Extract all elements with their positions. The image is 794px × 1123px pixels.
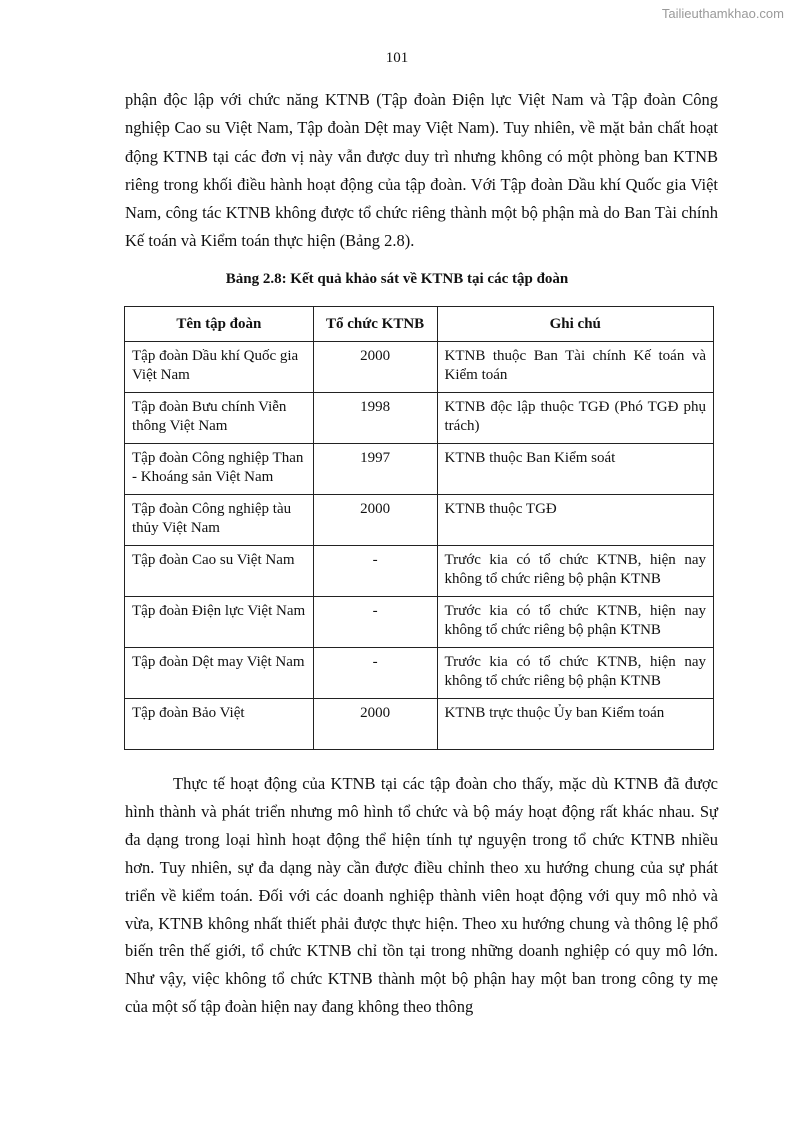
cell-note: KTNB thuộc Ban Tài chính Kế toán và Kiểm toán: [437, 342, 713, 393]
cell-ktnb-year: 2000: [313, 342, 437, 393]
paragraph-analysis: Thực tế hoạt động của KTNB tại các tập đoàn cho thấy, mặc dù KTNB đã được hình thành và phát triển nhưng mô hình tổ chức và bộ máy hoạt động rất khác nhau. Sự đa dạng trong loại hình hoạt động thể hiện tính tự nguyện trong tổ chức KTNB nhiều hơn. Tuy nhiên, sự đa dạng này cần được điều chỉnh theo xu hướng chung của sự phát triển về kiểm toán. Đối với các doanh nghiệp thành viên hoạt động với quy mô nhỏ và vừa, KTNB không nhất thiết phải được thực hiện. Theo xu hướng chung và thông lệ phổ biến trên thế giới, tổ chức KTNB chỉ tồn tại trong những doanh nghiệp có quy mô lớn. Như vậy, việc không tổ chức KTNB thành một bộ phận hay một ban trong công ty mẹ của một số tập đoàn hiện nay đang không theo thông: [125, 774, 718, 1017]
cell-ktnb-year: -: [313, 648, 437, 699]
table-row: [125, 393, 714, 444]
cell-group-name: Tập đoàn Bưu chính Viễn thông Việt Nam: [125, 393, 314, 444]
table-caption: Bảng 2.8: Kết quả khảo sát về KTNB tại các tập đoàn: [225, 271, 569, 287]
paragraph-intro: phận độc lập với chức năng KTNB (Tập đoàn Điện lực Việt Nam và Tập đoàn Công nghiệp Cao su Việt Nam, Tập đoàn Dệt may Việt Nam). Tuy nhiên, về mặt bản chất hoạt động KTNB tại các đơn vị này vẫn được duy trì nhưng không có một phòng ban KTNB riêng trong khối điều hành hoạt động của tập đoàn. Với Tập đoàn Dầu khí Quốc gia Việt Nam, công tác KTNB không được tổ chức riêng thành một bộ phận mà do Ban Tài chính Kế toán và Kiểm toán thực hiện (Bảng 2.8).: [125, 90, 718, 251]
table-row: [125, 546, 714, 597]
watermark: Tailieuthamkhao.com: [661, 6, 784, 21]
table-row: [125, 699, 714, 750]
cell-group-name: Tập đoàn Công nghiệp tàu thủy Việt Nam: [125, 495, 314, 546]
header-group-name: Tên tập đoàn: [125, 307, 314, 342]
page-number: 101: [385, 50, 409, 66]
cell-note: KTNB độc lập thuộc TGĐ (Phó TGĐ phụ trách): [437, 393, 713, 444]
cell-group-name: Tập đoàn Điện lực Việt Nam: [125, 597, 314, 648]
survey-table: [124, 306, 714, 750]
cell-group-name: Tập đoàn Công nghiệp Than - Khoáng sản Việt Nam: [125, 444, 314, 495]
cell-note: Trước kia có tổ chức KTNB, hiện nay không tổ chức riêng bộ phận KTNB: [437, 546, 713, 597]
cell-ktnb-year: -: [313, 597, 437, 648]
cell-note: KTNB trực thuộc Ủy ban Kiểm toán: [437, 699, 713, 750]
cell-ktnb-year: 2000: [313, 495, 437, 546]
cell-group-name: Tập đoàn Cao su Việt Nam: [125, 546, 314, 597]
cell-note: Trước kia có tổ chức KTNB, hiện nay không tổ chức riêng bộ phận KTNB: [437, 597, 713, 648]
table-row: [125, 648, 714, 699]
cell-ktnb-year: -: [313, 546, 437, 597]
cell-group-name: Tập đoàn Bảo Việt: [125, 699, 314, 750]
table-row: [125, 342, 714, 393]
cell-ktnb-year: 2000: [313, 699, 437, 750]
table-row: [125, 597, 714, 648]
cell-group-name: Tập đoàn Dệt may Việt Nam: [125, 648, 314, 699]
header-ktnb-year: Tổ chức KTNB: [313, 307, 437, 342]
header-note: Ghi chú: [437, 307, 713, 342]
cell-note: KTNB thuộc Ban Kiểm soát: [437, 444, 713, 495]
table-row: [125, 444, 714, 495]
table-header-row: [125, 307, 714, 342]
cell-note: Trước kia có tổ chức KTNB, hiện nay không tổ chức riêng bộ phận KTNB: [437, 648, 713, 699]
cell-group-name: Tập đoàn Dầu khí Quốc gia Việt Nam: [125, 342, 314, 393]
cell-ktnb-year: 1998: [313, 393, 437, 444]
table-row: [125, 495, 714, 546]
cell-note: KTNB thuộc TGĐ: [437, 495, 713, 546]
cell-ktnb-year: 1997: [313, 444, 437, 495]
